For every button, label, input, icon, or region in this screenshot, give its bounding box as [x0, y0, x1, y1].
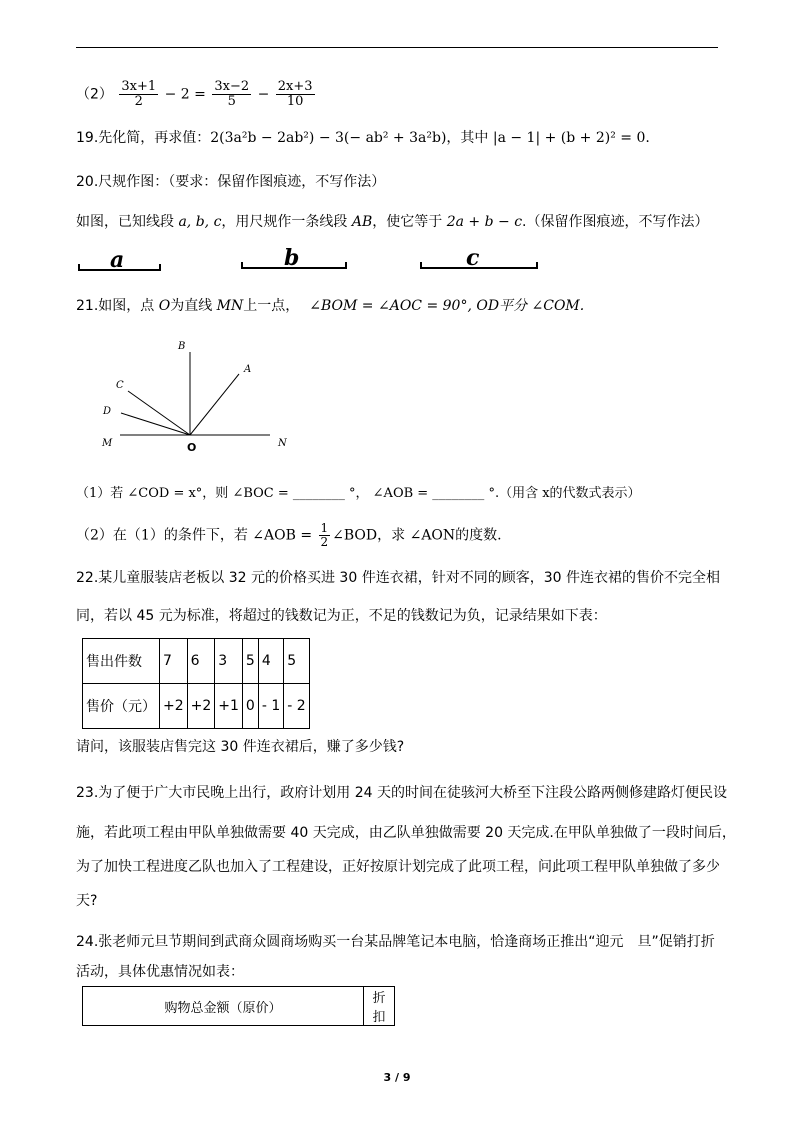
table-cell: 0 [242, 684, 258, 729]
table-row [83, 684, 310, 729]
segment-b-label: b [284, 245, 300, 271]
segment-c-label: c [466, 245, 480, 271]
label-o: O [187, 441, 197, 454]
q19-text: 19.先化简，再求值： [76, 130, 211, 146]
table-cell: 5 [284, 639, 309, 684]
table-cell: - 1 [258, 684, 283, 729]
label-a: A [244, 364, 252, 375]
page-number: 3 / 9 [383, 1071, 411, 1084]
header-rule [76, 47, 718, 48]
table-header-cell: 购物总金额（原价） [83, 987, 364, 1026]
q18-mid1: − 2 = [164, 86, 206, 103]
ray-oa [190, 374, 239, 435]
fraction-2: $\frac{3x-2}{5}$ [214, 79, 250, 109]
table-cell: 3 [215, 639, 243, 684]
q19-expression: 2(3a²b − 2ab²) − 3(− ab² + 3a²b)，其中 |a − 1| + (b + 2)² = 0. [210, 130, 650, 146]
q21-part2: （2）在（1）的条件下，若 ∠AOB = $\frac{1}{2}$ ∠BOD，求 ∠AON的度数. [76, 521, 502, 549]
sales-table [82, 638, 310, 729]
table-row [83, 639, 310, 684]
angle-figure [96, 336, 296, 458]
table-cell: +1 [215, 684, 243, 729]
table-cell: 6 [187, 639, 215, 684]
q23-line1: 23.为了便于广大市民晚上出行，政府计划用 24 天的时间在徒骇河大桥至下注段公路两侧修建路灯便民设 [76, 785, 727, 801]
table-cell: 4 [258, 639, 283, 684]
table-cell: 售出件数 [83, 639, 160, 684]
table-cell: 售价（元） [83, 684, 160, 729]
table-cell: +2 [160, 684, 188, 729]
segment-a-label: a [110, 247, 125, 273]
table-cell: 5 [242, 639, 258, 684]
table-cell: - 2 [284, 684, 309, 729]
q22-line2: 同，若以 45 元为标准，将超过的钱数记为正，不足的钱数记为负，记录结果如下表： [76, 608, 607, 624]
q20-title: 20.尺规作图：（要求：保留作图痕迹，不写作法） [76, 174, 386, 190]
q22-line1: 22.某儿童服装店老板以 32 元的价格买进 30 件连衣裙，针对不同的顾客，30 件连衣裙的售价不完全相 [76, 570, 720, 586]
q23-line4: 天? [76, 893, 98, 909]
q18-prefix: （2） [76, 86, 113, 103]
label-n: N [278, 438, 287, 449]
q21-part1: （1）若 ∠COD = x°，则 ∠BOC = ________ °， ∠AOB = ________ °.（用含 x的代数式表示） [76, 486, 641, 501]
q20-body: 如图，已知线段 a, b, c，用尺规作一条线段 AB，使它等于 2a + b − c.（保留作图痕迹，不写作法） [76, 214, 709, 230]
table-header-cell: 折扣 [364, 987, 395, 1026]
q24-line1: 24.张老师元旦节期间到武商众圆商场购买一台某品牌笔记本电脑，恰逢商场正推出“迎元 旦”促销打折 [76, 934, 715, 950]
fraction-3: $\frac{2x+3}{10}$ [277, 79, 313, 109]
q24-line2: 活动，具体优惠情况如表： [76, 964, 244, 980]
table-cell: 7 [160, 639, 188, 684]
q19 [76, 128, 650, 148]
segments-figure [70, 244, 570, 280]
label-m: M [102, 438, 113, 449]
ray-od [121, 413, 190, 435]
fraction-1: $\frac{3x+1}{2}$ [121, 79, 157, 109]
table-row [83, 987, 395, 1026]
q18-mid2: − [257, 86, 270, 103]
q21-title: 21.如图，点 O为直线 MN上一点， ∠BOM = ∠AOC = 90°, OD平分 ∠COM. [76, 298, 585, 314]
label-d: D [103, 406, 112, 417]
label-b: B [178, 341, 186, 352]
q22-question: 请问，该服装店售完这 30 件连衣裙后，赚了多少钱? [76, 739, 405, 755]
discount-table [82, 986, 395, 1026]
q18-part2 [76, 80, 317, 109]
ray-oc [128, 391, 190, 435]
q23-line3: 为了加快工程进度乙队也加入了工程建设，正好按原计划完成了此项工程，问此项工程甲队单独做了多少 [76, 859, 720, 875]
table-cell: +2 [187, 684, 215, 729]
label-c: C [116, 380, 124, 391]
q23-line2: 施，若此项工程由甲队单独做需要 40 天完成，由乙队单独做需要 20 天完成.在甲队单独做了一段时间后， [76, 825, 736, 841]
